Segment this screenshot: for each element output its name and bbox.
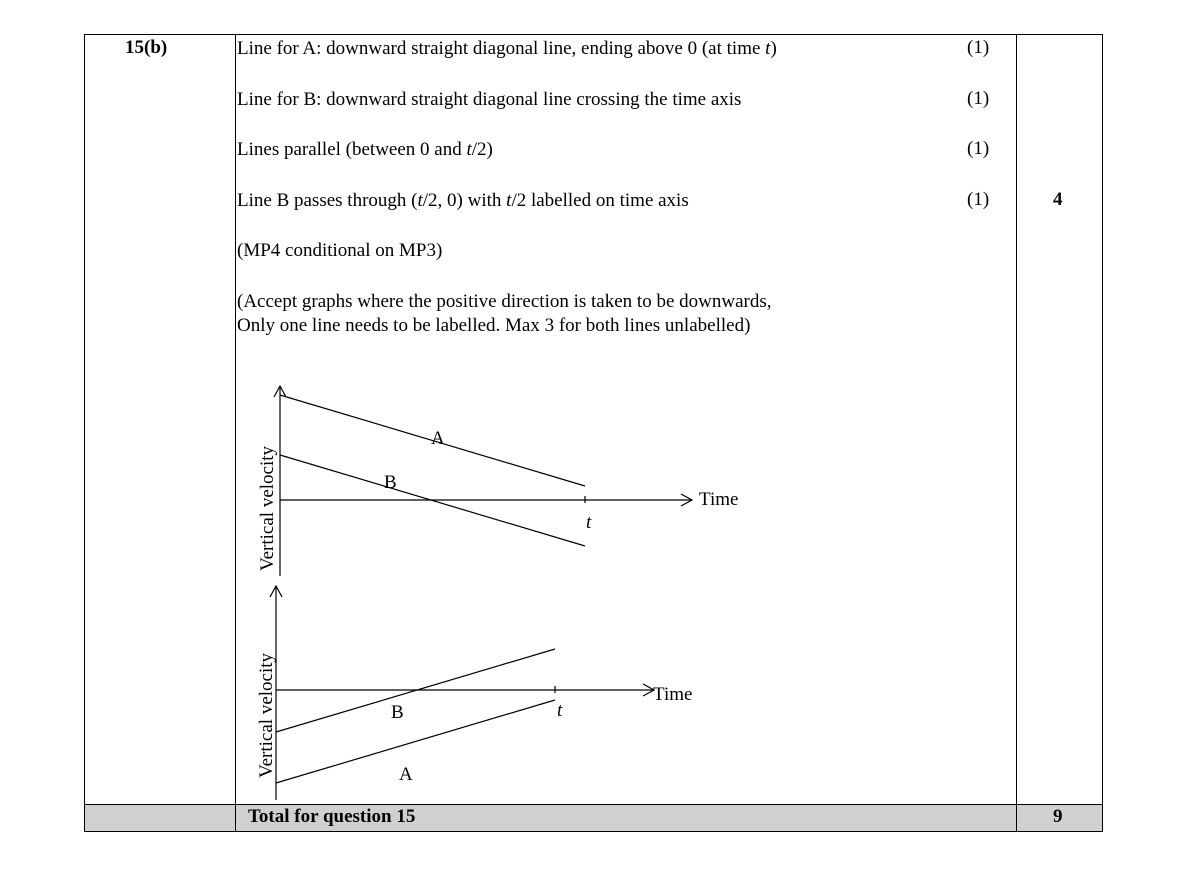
criterion-3: Lines parallel (between 0 and t/2) (237, 139, 493, 160)
note-accept-line-2: Only one line needs to be labelled. Max 3 for both lines unlabelled) (237, 315, 751, 336)
graph2-t-label: t (557, 700, 563, 721)
criterion-1: Line for A: downward straight diagonal line, ending above 0 (at time t) (237, 38, 777, 59)
criterion-4: Line B passes through (t/2, 0) with t/2 labelled on time axis (237, 190, 689, 211)
graph1-label-a: A (431, 428, 445, 449)
graph1-label-b: B (384, 472, 397, 493)
graph2-label-b: B (391, 702, 404, 723)
graph2-y-label: Vertical velocity (256, 652, 277, 778)
part-total-mark: 4 (1053, 189, 1063, 210)
graph1-x-label: Time (699, 489, 739, 510)
graph1-y-label: Vertical velocity (257, 445, 278, 571)
graph2-x-label: Time (653, 684, 693, 705)
criterion-3-mark: (1) (967, 138, 990, 159)
note-accept-line-1: (Accept graphs where the positive direction is taken to be downwards, (237, 291, 772, 312)
footer-total-mark: 9 (1053, 806, 1063, 827)
graph-downward-positive (256, 586, 692, 800)
note-mp4: (MP4 conditional on MP3) (237, 240, 443, 261)
graph1-t-label: t (586, 512, 592, 533)
question-number: 15(b) (125, 37, 168, 58)
graph-upward-positive (257, 386, 738, 576)
criterion-4-mark: (1) (967, 189, 990, 210)
graph2-line-a (276, 700, 555, 783)
graph2-label-a: A (399, 764, 413, 785)
footer-total-label: Total for question 15 (248, 806, 416, 827)
criterion-2-mark: (1) (967, 88, 990, 109)
criterion-1-mark: (1) (967, 37, 990, 58)
criterion-2: Line for B: downward straight diagonal line crossing the time axis (237, 89, 742, 110)
